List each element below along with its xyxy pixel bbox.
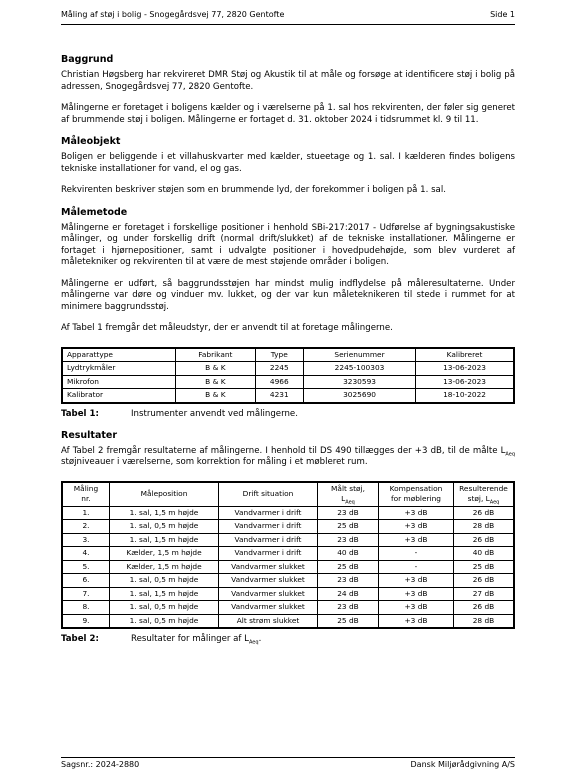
table-cell: +3 dB (379, 506, 454, 520)
table-cell: +3 dB (379, 574, 454, 588)
section-heading-maaleobjekt: Måleobjekt (61, 136, 121, 147)
table-header-row (62, 348, 514, 362)
table-cell: 3. (62, 533, 110, 547)
table-cell: 28 dB (454, 520, 515, 534)
table-cell: +3 dB (379, 533, 454, 547)
table-cell: Alt strøm slukket (219, 614, 318, 628)
paragraph: Boligen er beliggende i et villahuskvarter med kælder, stueetage og 1. sal. I kælderen findes boligens tekniske installationer for vand, el og gas. (61, 152, 515, 174)
paragraph: Målingerne er foretaget i boligens kælder og i værelserne på 1. sal hos rekvirenten, der føler sig generet af brummende støj i boligen. Målingerne er fortaget d. 31. oktober 2024 i tidsrummet kl. 9 til 11. (61, 103, 515, 125)
table-cell: Vandvarmer slukket (219, 587, 318, 601)
document-body (61, 54, 515, 645)
table-cell: B & K (176, 362, 255, 376)
company-name: Dansk Miljørådgivning A/S (410, 760, 515, 769)
table-cell: 2245-100303 (303, 362, 415, 376)
table-cell: B & K (176, 375, 255, 389)
table-cell: 9. (62, 614, 110, 628)
section-heading-resultater: Resultater (61, 429, 118, 441)
table-cell: Vandvarmer i drift (219, 547, 318, 561)
table-row (62, 533, 514, 547)
table-cell: - (379, 547, 454, 561)
table-cell: 25 dB (318, 614, 379, 628)
equipment-table (61, 347, 515, 404)
paragraph: Christian Høgsberg har rekvireret DMR Støj og Akustik til at måle og forsøge at identificere støj i bolig på adressen, Snogegårdsvej 77, 2820 Gentofte. (61, 70, 515, 92)
table-cell: 5. (62, 560, 110, 574)
table-cell: - (379, 560, 454, 574)
section-heading-baggrund: Baggrund (61, 54, 114, 65)
table-cell: Kalibrator (62, 389, 176, 403)
table-cell: 4. (62, 547, 110, 561)
table-cell: 23 dB (318, 601, 379, 615)
paragraph: Af Tabel 1 fremgår det måleudstyr, der er anvendt til at foretage målingerne. (61, 323, 393, 333)
table-cell: Vandvarmer i drift (219, 533, 318, 547)
paragraph: Af Tabel 2 fremgår resultaterne af målingerne. I henhold til DS 490 tillægges der +3 dB, til de målte $L_{Aeq}$ støjniveauer i værelserne, som korrektion for måling i et møbleret rum. (61, 445, 515, 467)
table-cell: 2245 (255, 362, 303, 376)
table-cell: 24 dB (318, 587, 379, 601)
table-cell: 8. (62, 601, 110, 615)
table-cell: 23 dB (318, 506, 379, 520)
column-header: Kompensation for møblering (379, 482, 454, 507)
caption-label: Tabel 1: (61, 408, 99, 419)
table-row (62, 520, 514, 534)
table-cell: 1. sal, 0,5 m højde (110, 574, 219, 588)
table-row (62, 375, 514, 389)
table-row (62, 601, 514, 615)
table-cell: 18-10-2022 (416, 389, 514, 403)
table-cell: 6. (62, 574, 110, 588)
table-cell: Vandvarmer slukket (219, 574, 318, 588)
table-row (62, 389, 514, 403)
table-cell: +3 dB (379, 520, 454, 534)
table-cell: Vandvarmer i drift (219, 520, 318, 534)
table-cell: 26 dB (454, 601, 515, 615)
header-divider (61, 24, 515, 25)
column-header: Kalibreret (416, 348, 514, 362)
table-cell: 27 dB (454, 587, 515, 601)
table-cell: 1. sal, 0,5 m højde (110, 601, 219, 615)
table-cell: Vandvarmer i drift (219, 506, 318, 520)
table-cell: 13-06-2023 (416, 362, 514, 376)
table-row (62, 547, 514, 561)
table-cell: 1. sal, 1,5 m højde (110, 533, 219, 547)
column-header: Apparattype (62, 348, 176, 362)
table-cell: 26 dB (454, 533, 515, 547)
case-number: Sagsnr.: 2024-2880 (61, 760, 140, 769)
table-cell: 25 dB (318, 560, 379, 574)
table-cell: 1. (62, 506, 110, 520)
paragraph: Målingerne er udført, så baggrundsstøjen har mindst mulig indflydelse på måleresultaterne. Under målingerne var døre og vinduer mv. lukket, og der var kun måleteknikeren til stede i rummet for at minimere baggrundsstøj. (61, 278, 515, 312)
table-cell: Lydtrykmåler (62, 362, 176, 376)
table-cell: 4231 (255, 389, 303, 403)
paragraph: Målingerne er foretaget i forskellige positioner i henhold SBi-217:2017 - Udførelse af bygningsakustiske målinger, og under forskellig drift (normal drift/slukket) af de tekniske installationer. Målingerne er fortaget i hjørnepositioner, samt i udvalgte positioner i hovedpudehøjde, som blev vurderet af måletekniker og rekvirenten til at være de mest støjende områder i boligen. (61, 222, 515, 267)
table-caption (61, 633, 515, 645)
page-header (61, 10, 515, 19)
results-table (61, 481, 515, 630)
column-header: Type (255, 348, 303, 362)
table-cell: 3025690 (303, 389, 415, 403)
column-header: Fabrikant (176, 348, 255, 362)
table-cell: +3 dB (379, 587, 454, 601)
table-cell: 26 dB (454, 574, 515, 588)
column-header: Drift situation (219, 482, 318, 507)
table-cell: +3 dB (379, 614, 454, 628)
caption-text: Instrumenter anvendt ved målingerne. (131, 408, 298, 419)
paragraph: Rekvirenten beskriver støjen som en brummende lyd, der forekommer i boligen på 1. sal. (61, 185, 446, 195)
table-cell: Kælder, 1,5 m højde (110, 560, 219, 574)
column-header: Måleposition (110, 482, 219, 507)
table-cell: 25 dB (318, 520, 379, 534)
table-cell: 40 dB (454, 547, 515, 561)
table-cell: Vandvarmer slukket (219, 560, 318, 574)
page-footer (61, 760, 515, 769)
table-cell: Mikrofon (62, 375, 176, 389)
page-number: Side 1 (490, 10, 515, 19)
table-cell: 2. (62, 520, 110, 534)
table-cell: 23 dB (318, 574, 379, 588)
column-header: Målt støj, $L_{Aeq}$ (318, 482, 379, 507)
table-cell: 13-06-2023 (416, 375, 514, 389)
table-row (62, 560, 514, 574)
table-header-row (62, 482, 514, 507)
table-cell: 23 dB (318, 533, 379, 547)
table-cell: 1. sal, 0,5 m højde (110, 520, 219, 534)
table-cell: 1. sal, 1,5 m højde (110, 587, 219, 601)
table-cell: 40 dB (318, 547, 379, 561)
table-cell: 1. sal, 0,5 m højde (110, 614, 219, 628)
header-title: Måling af støj i bolig - Snogegårdsvej 77, 2820 Gentofte (61, 10, 285, 19)
table-row (62, 614, 514, 628)
table-row (62, 574, 514, 588)
caption-text: Resultater for målinger af $L_{Aeq}$. (131, 634, 262, 646)
table-cell: 26 dB (454, 506, 515, 520)
table-row (62, 506, 514, 520)
caption-label: Tabel 2: (61, 634, 99, 644)
column-header: Måling nr. (62, 482, 110, 507)
table-row (62, 362, 514, 376)
footer-divider (61, 757, 515, 758)
table-cell: 7. (62, 587, 110, 601)
table-cell: Vandvarmer slukket (219, 601, 318, 615)
table-cell: 28 dB (454, 614, 515, 628)
table-cell: 4966 (255, 375, 303, 389)
table-cell: 3230593 (303, 375, 415, 389)
column-header: Resulterende støj, $L_{Aeq}$ (454, 482, 515, 507)
table-cell: B & K (176, 389, 255, 403)
table-cell: 1. sal, 1,5 m højde (110, 506, 219, 520)
table-caption (61, 408, 515, 420)
table-cell: Kælder, 1,5 m højde (110, 547, 219, 561)
table-cell: 25 dB (454, 560, 515, 574)
table-cell: +3 dB (379, 601, 454, 615)
section-heading-maalemetode: Målemetode (61, 206, 128, 218)
column-header: Serienummer (303, 348, 415, 362)
table-row (62, 587, 514, 601)
